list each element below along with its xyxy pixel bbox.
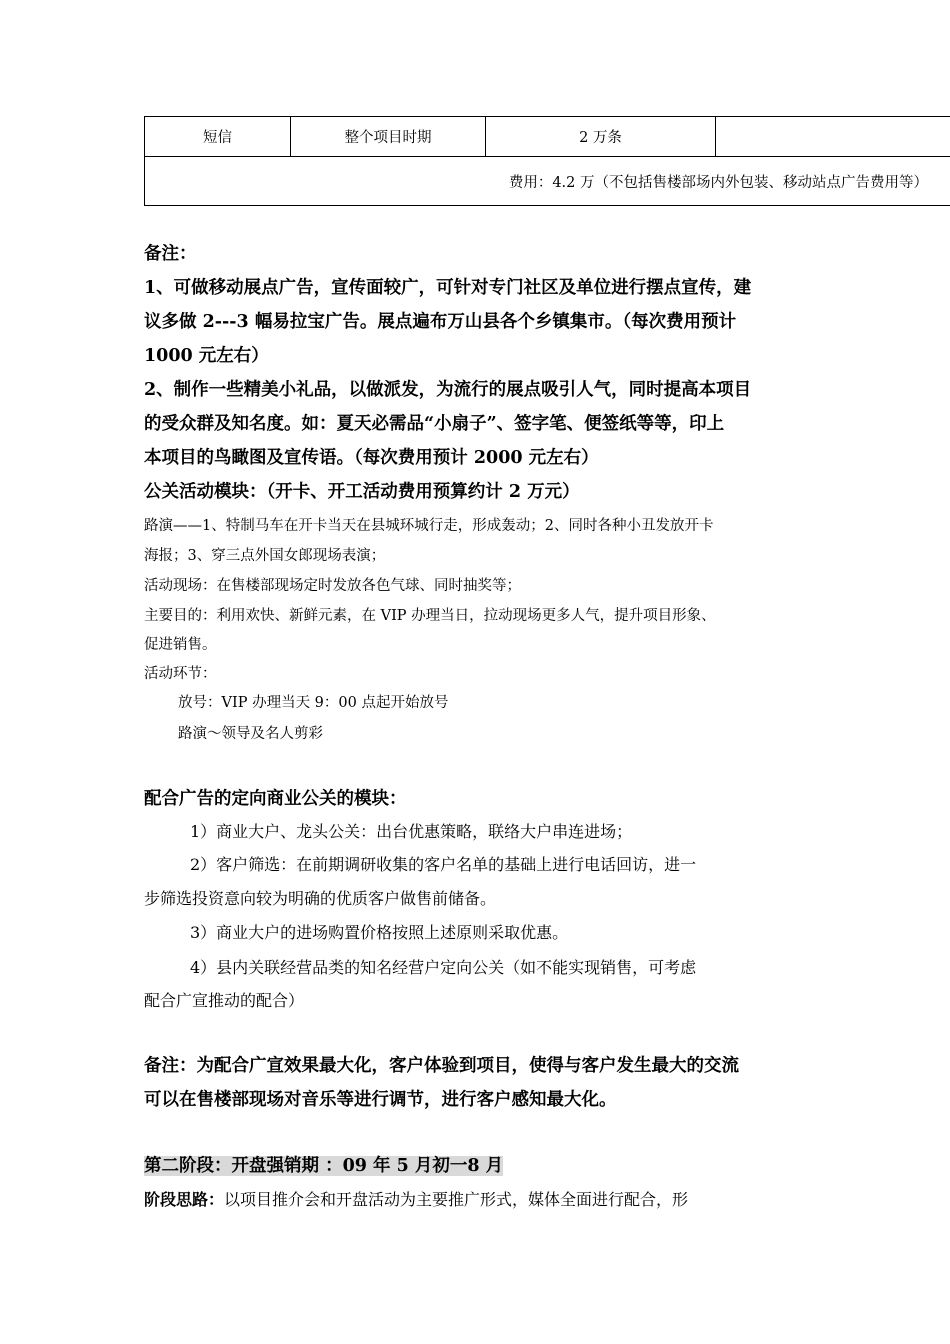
notes-title: 备注： <box>144 244 197 264</box>
pr-line: 促进销售。 <box>144 637 217 653</box>
note-line: 1000 元左右） <box>144 346 269 366</box>
note-line: 本项目的鸟瞰图及宣传语。（每次费用预计 2000 元左右） <box>144 448 599 468</box>
pr-line: 主要目的：利用欢快、新鲜元素，在 VIP 办理当日，拉动现场更多人气，提升项目形象、 <box>144 608 716 624</box>
biz-line: 3）商业大户的进场购置价格按照上述原则采取优惠。 <box>190 923 569 942</box>
table-row <box>145 117 950 157</box>
biz-line: 4）县内关联经营品类的知名经营户定向公关（如不能实现销售，可考虑 <box>190 958 697 977</box>
table-cell: 整个项目时期 <box>291 117 486 157</box>
stage2-title-text: 第二阶段：开盘强销期 ：09 年 5 月初一8 月 <box>144 1156 504 1176</box>
pr-line: 活动现场：在售楼部现场定时发放各色气球、同时抽奖等； <box>144 578 521 594</box>
notes2-line: 可以在售楼部现场对音乐等进行调节，进行客户感知最大化。 <box>144 1090 617 1110</box>
pr-sub-line: 放号：VIP 办理当天 9：00 点起开始放号 <box>178 695 449 711</box>
pr-module-heading: 公关活动模块：（开卡、开工活动费用预算约计 2 万元） <box>144 482 580 502</box>
biz-line: 2）客户筛选：在前期调研收集的客户名单的基础上进行电话回访，进一 <box>190 855 697 874</box>
table-cell: 短信 <box>145 117 291 157</box>
stage2-idea <box>144 1187 688 1210</box>
pr-line: 路演——1、特制马车在开卡当天在县城环城行走，形成轰动；2、同时各种小丑发放开卡 <box>144 518 714 534</box>
cost-cell: 费用：4.2 万（不包括售楼部场内外包装、移动站点广告费用等） <box>145 157 950 206</box>
notes2-line: 备注：为配合广宣效果最大化，客户体验到项目，使得与客户发生最大的交流 <box>144 1056 739 1076</box>
note-line: 1、可做移动展点广告，宣传面较广，可针对专门社区及单位进行摆点宣传，建 <box>144 278 752 298</box>
budget-table <box>144 116 950 206</box>
note-line: 的受众群及知名度。如：夏天必需品“小扇子”、签字笔、便签纸等等，印上 <box>144 414 725 434</box>
biz-line: 1）商业大户、龙头公关：出台优惠策略，联络大户串连进场； <box>190 822 633 841</box>
stage2-label: 阶段思路： <box>144 1190 225 1209</box>
biz-line: 步筛选投资意向较为明确的优质客户做售前储备。 <box>144 889 497 908</box>
pr-sub-line: 路演～领导及名人剪彩 <box>178 726 323 742</box>
note-line: 2、制作一些精美小礼品，以做派发，为流行的展点吸引人气，同时提高本项目 <box>144 380 752 400</box>
stage2-title <box>144 1152 503 1177</box>
pr-line: 海报；3、穿三点外国女郎现场表演； <box>144 548 386 564</box>
note-line: 议多做 2---3 幅易拉宝广告。展点遍布万山县各个乡镇集市。（每次费用预计 <box>144 312 737 332</box>
stage2-text: 以项目推介会和开盘活动为主要推广形式，媒体全面进行配合，形 <box>224 1190 689 1209</box>
biz-title: 配合广告的定向商业公关的模块： <box>144 789 407 809</box>
table-row <box>145 157 950 206</box>
pr-line: 活动环节： <box>144 666 217 682</box>
table-cell <box>716 117 950 157</box>
biz-line: 配合广宣推动的配合） <box>144 991 305 1010</box>
table-cell: 2 万条 <box>486 117 716 157</box>
